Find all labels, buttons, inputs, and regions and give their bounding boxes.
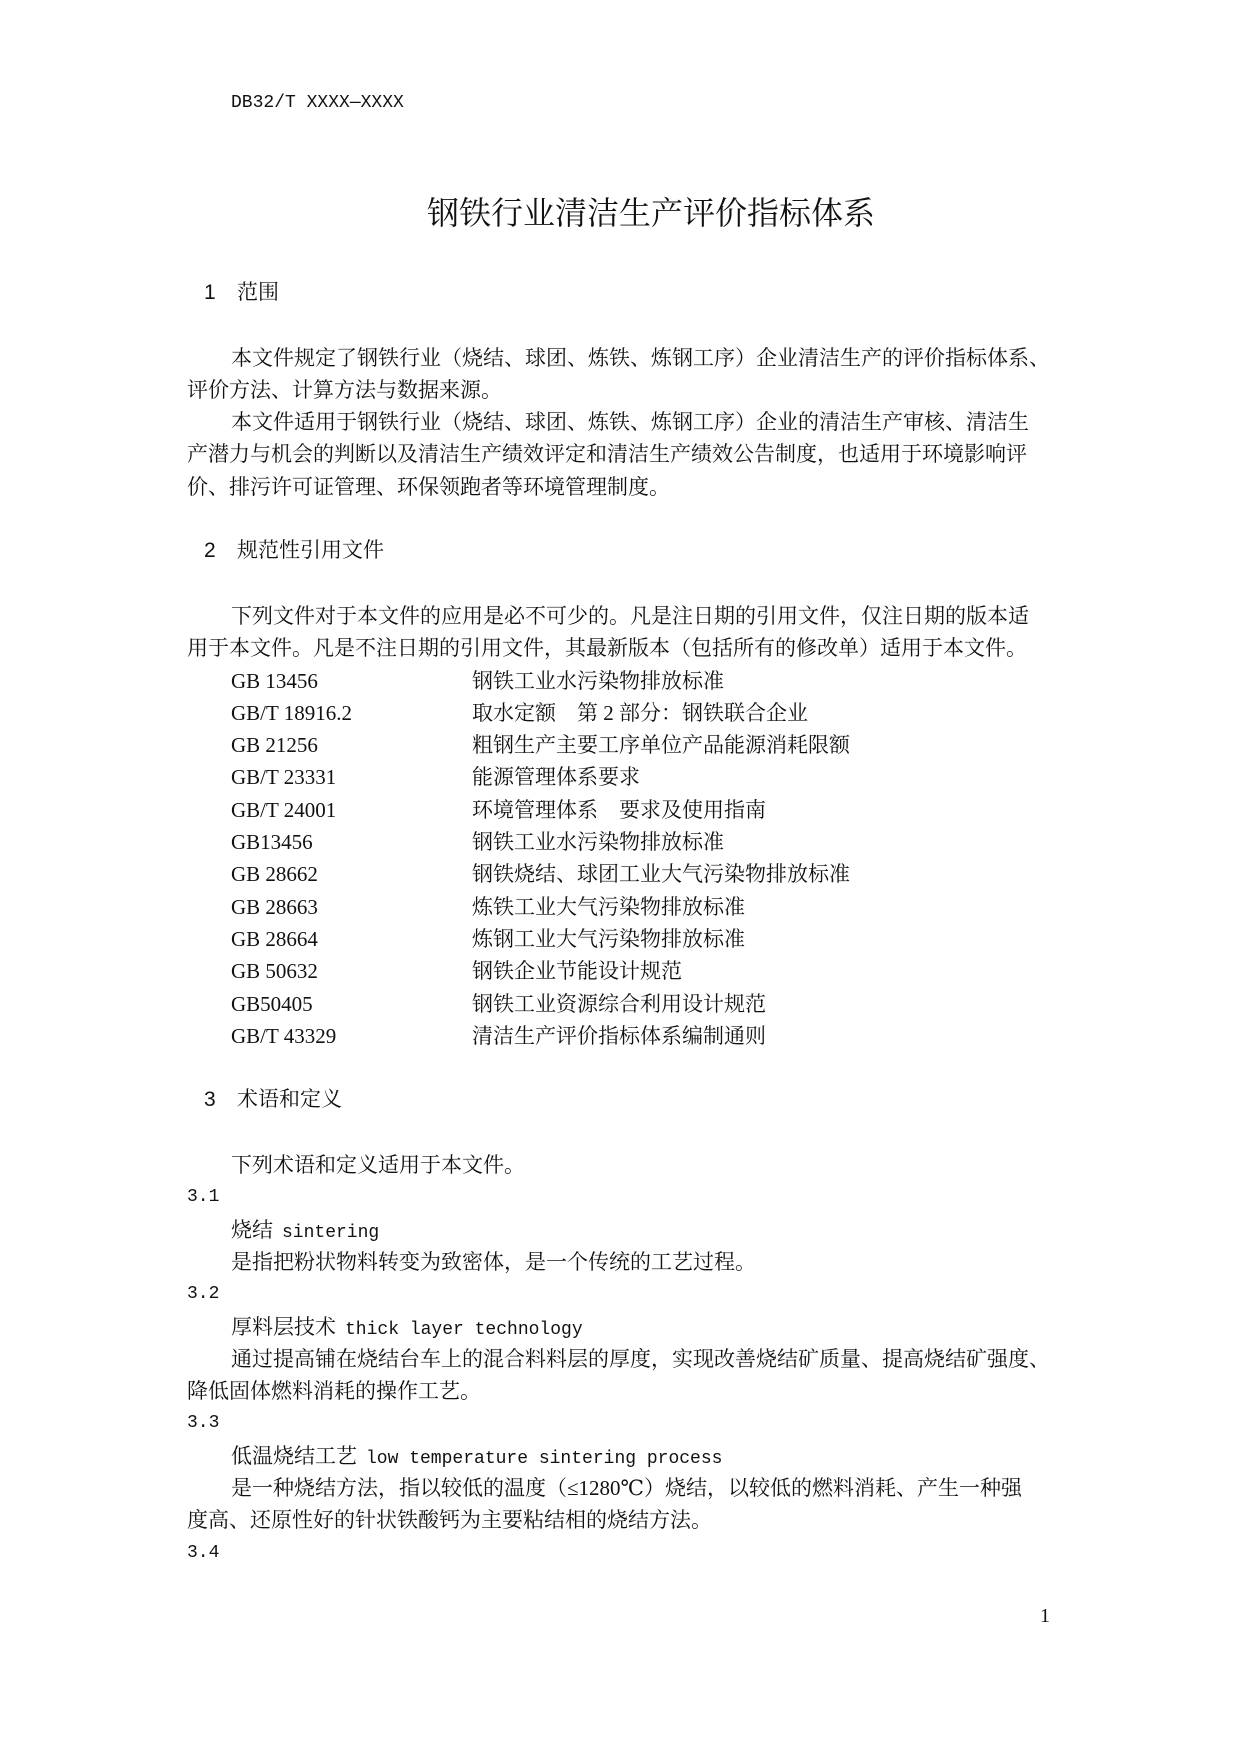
term-name-en: low temperature sintering process (366, 1448, 723, 1469)
paragraph (187, 342, 1067, 407)
reference-item (187, 988, 1067, 1020)
reference-item (187, 729, 1067, 761)
reference-code: GB/T 18916.2 (231, 700, 352, 725)
section-heading (187, 1084, 1067, 1116)
reference-title: 钢铁工业资源综合利用设计规范 (472, 991, 766, 1016)
section-heading (187, 277, 1067, 309)
term-definition-line: 是指把粉状物料转变为致密体，是一个传统的工艺过程。 (231, 1249, 756, 1274)
section-scope (187, 277, 1067, 503)
reference-code: GB13456 (231, 830, 313, 855)
paragraph (187, 600, 1067, 665)
reference-title: 钢铁工业水污染物排放标准 (472, 830, 724, 855)
reference-item (187, 923, 1067, 955)
reference-code: GB/T 43329 (231, 1023, 337, 1048)
term-name (187, 1311, 1067, 1343)
reference-item (187, 858, 1067, 890)
term-definition-line: 通过提高铺在烧结台车上的混合料料层的厚度，实现改善烧结矿质量、提高烧结矿强度、 (231, 1346, 1050, 1371)
term-number: 3.4 (187, 1542, 220, 1563)
paragraph-line: 本文件适用于钢铁行业（烧结、球团、炼铁、炼钢工序）企业的清洁生产审核、清洁生 (231, 410, 1029, 435)
paragraph-line: 价、排污许可证管理、环保领跑者等环境管理制度。 (187, 474, 670, 499)
reference-item (187, 665, 1067, 697)
term-name (187, 1214, 1067, 1246)
reference-title: 炼铁工业大气污染物排放标准 (472, 894, 745, 919)
section-terms-definitions (187, 1084, 1067, 1568)
reference-item (187, 955, 1067, 987)
section-title: 范围 (237, 281, 279, 304)
reference-title: 粗钢生产主要工序单位产品能源消耗限额 (472, 733, 850, 758)
section-normative-references (187, 535, 1067, 1052)
term-number: 3.3 (187, 1413, 220, 1434)
section-heading (187, 535, 1067, 567)
paragraph-line: 下列文件对于本文件的应用是必不可少的。凡是注日期的引用文件，仅注日期的版本适 (231, 603, 1029, 628)
section-number: 3 (204, 1088, 216, 1112)
term-name-zh: 低温烧结工艺 (231, 1444, 357, 1468)
reference-code: GB 50632 (231, 959, 318, 984)
term-number: 3.2 (187, 1284, 220, 1305)
document-body (187, 277, 1067, 1569)
reference-title: 钢铁烧结、球团工业大气污染物排放标准 (472, 862, 850, 887)
section-title: 术语和定义 (237, 1088, 342, 1112)
terms-intro: 下列术语和定义适用于本文件。 (231, 1153, 525, 1178)
term-name (187, 1440, 1067, 1472)
reference-item (187, 1020, 1067, 1052)
term-definition-line: 是一种烧结方法，指以较低的温度（≤1280℃）烧结，以较低的燃料消耗、产生一种强 (231, 1475, 1023, 1500)
reference-code: GB 28662 (231, 862, 318, 887)
reference-item (187, 761, 1067, 793)
paragraph (187, 406, 1067, 503)
document-title: 钢铁行业清洁生产评价指标体系 (426, 195, 875, 231)
standard-code-header: DB32/T XXXX—XXXX (231, 93, 404, 113)
reference-title: 钢铁工业水污染物排放标准 (472, 668, 724, 693)
term-entry (187, 1407, 1067, 1536)
reference-code: GB 13456 (231, 668, 318, 693)
paragraph-line: 用于本文件。凡是不注日期的引用文件，其最新版本（包括所有的修改单）适用于本文件。 (187, 636, 1027, 661)
section-title: 规范性引用文件 (237, 539, 384, 563)
paragraph-line: 评价方法、计算方法与数据来源。 (187, 377, 502, 402)
reference-item (187, 891, 1067, 923)
term-name-en: sintering (282, 1222, 380, 1243)
section-number: 1 (204, 281, 216, 304)
reference-code: GB 28664 (231, 926, 318, 951)
section-number: 2 (204, 539, 216, 563)
reference-item (187, 794, 1067, 826)
term-definition-line: 度高、还原性好的针状铁酸钙为主要粘结相的烧结方法。 (187, 1508, 712, 1533)
reference-title: 取水定额 第 2 部分：钢铁联合企业 (472, 700, 808, 725)
reference-title: 钢铁企业节能设计规范 (472, 959, 682, 984)
paragraph-line: 本文件规定了钢铁行业（烧结、球团、炼铁、炼钢工序）企业清洁生产的评价指标体系、 (231, 345, 1050, 370)
reference-code: GB50405 (231, 991, 313, 1016)
reference-item (187, 826, 1067, 858)
term-entry (187, 1181, 1067, 1278)
paragraph-line: 产潜力与机会的判断以及清洁生产绩效评定和清洁生产绩效公告制度，也适用于环境影响评 (187, 442, 1027, 467)
reference-code: GB/T 23331 (231, 765, 337, 790)
reference-title: 清洁生产评价指标体系编制通则 (472, 1023, 766, 1048)
reference-code: GB/T 24001 (231, 797, 337, 822)
term-entry (187, 1537, 1067, 1569)
term-definition-line: 降低固体燃料消耗的操作工艺。 (187, 1379, 481, 1404)
reference-code: GB 21256 (231, 733, 318, 758)
reference-list (187, 665, 1067, 1053)
term-entry (187, 1278, 1067, 1407)
reference-code: GB 28663 (231, 894, 318, 919)
page-number: 1 (1040, 1605, 1050, 1627)
reference-item (187, 697, 1067, 729)
term-name-zh: 烧结 (231, 1218, 273, 1242)
reference-title: 环境管理体系 要求及使用指南 (472, 797, 766, 822)
term-name-zh: 厚料层技术 (231, 1315, 336, 1339)
term-name-en: thick layer technology (345, 1319, 583, 1340)
reference-title: 炼钢工业大气污染物排放标准 (472, 926, 745, 951)
term-number: 3.1 (187, 1187, 220, 1208)
reference-title: 能源管理体系要求 (472, 765, 640, 790)
